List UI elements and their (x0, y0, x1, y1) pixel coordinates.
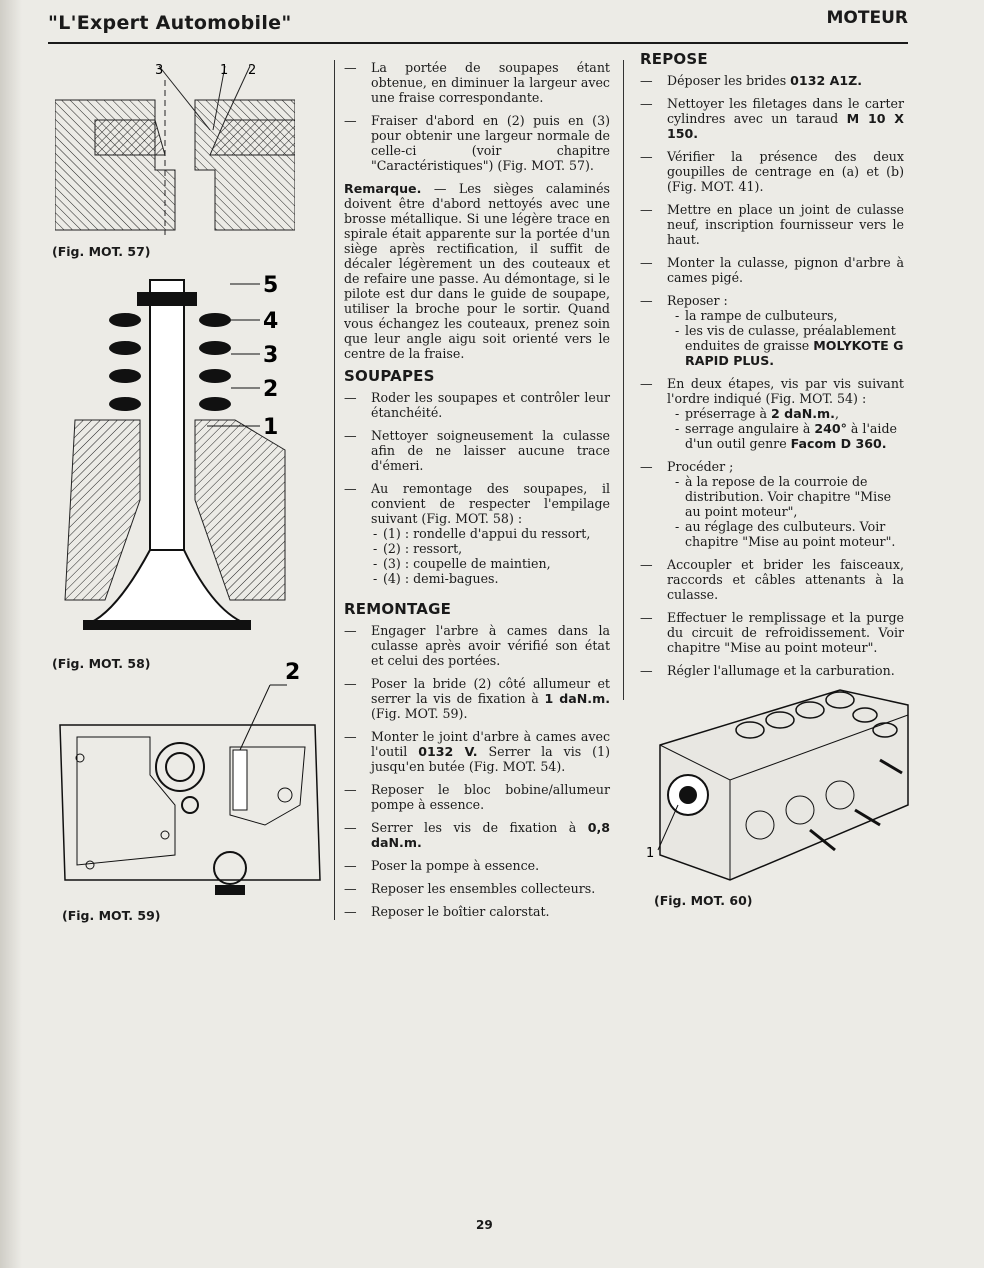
middle-column (344, 60, 610, 927)
fig-mot-60-diagram (640, 685, 912, 885)
fig59-callout-2: 2 (285, 660, 301, 685)
page-binding-shadow (0, 0, 22, 1268)
list-item: - les vis de culasse, préalablement enduites de graisse MOLYKOTE G RAPID PLUS. (673, 323, 904, 368)
fig58-callout-4: 4 (263, 309, 279, 334)
fig60-callout-1: 1 (646, 846, 655, 861)
fig-mot-60-caption: (Fig. MOT. 60) (654, 893, 753, 908)
fig57-callout-2: 2 (248, 63, 257, 78)
fig58-callout-3: 3 (263, 343, 279, 368)
text-item: — Engager l'arbre à cames dans la culasse après avoir vérifié son état et celui des portées. (344, 623, 610, 668)
text-item: — Fraiser d'abord en (2) puis en (3) pour obtenir une largeur normale de celle-ci (voir chapitre "Caractéristiques") (Fig. MOT. 57). (344, 113, 610, 173)
text-item: — Nettoyer soigneusement la culasse afin de ne laisser aucune trace d'émeri. (344, 428, 610, 473)
fig58-callout-1: 1 (263, 415, 279, 440)
list-item: - serrage angulaire à 240° à l'aide d'un outil genre Facom D 360. (673, 421, 904, 451)
text-item: — Reposer le boîtier calorstat. (344, 904, 610, 919)
section-title: MOTEUR (826, 8, 908, 28)
remarque-label: Remarque. (344, 181, 422, 196)
page-number: 29 (476, 1218, 493, 1232)
text-item: — Reposer le bloc bobine/allumeur pompe à essence. (344, 782, 610, 812)
list-item: - à la repose de la courroie de distribution. Voir chapitre "Mise au point moteur", (673, 474, 904, 519)
text-item: — Serrer les vis de fixation à 0,8 daN.m. (344, 820, 610, 850)
fig57-callout-3: 3 (155, 63, 164, 78)
text-item: — Nettoyer les filetages dans le carter cylindres avec un taraud M 10 X 150. (640, 96, 904, 141)
remarque-text: — Les sièges calaminés doivent être d'abord nettoyés avec une brosse métallique. Si une légère trace en spirale était apparente sur la portée d'un siège après rectification, il suffit de décaler légèrement un des couteaux et de refaire une passe. Au démontage, si le pilote est dur dans le guide de soupape, utiliser la broche pour le sortir. Quand vous échangez les couteaux, prenez soin que leur angle aigu soit orienté vers le centre de la fraise. (344, 181, 610, 361)
reposer-list (673, 308, 904, 368)
serrage-list (673, 406, 904, 451)
list-item: - la rampe de culbuteurs, (673, 308, 904, 323)
list-item: - préserrage à 2 daN.m., (673, 406, 904, 421)
list-item: - (4) : demi-bagues. (371, 571, 610, 586)
text-item: — Poser la pompe à essence. (344, 858, 610, 873)
list-item: - (3) : coupelle de maintien, (371, 556, 610, 571)
list-item: - (2) : ressort, (371, 541, 610, 556)
text-item: — Procéder ; (640, 459, 904, 474)
text-item: — Monter le joint d'arbre à cames avec l'outil 0132 V. Serrer la vis (1) jusqu'en butée (Fig. MOT. 54). (344, 729, 610, 774)
column-divider-right (623, 60, 624, 700)
fig-mot-57-diagram (55, 60, 295, 240)
fig-mot-59-caption: (Fig. MOT. 59) (62, 908, 161, 923)
text-item: — Mettre en place un joint de culasse neuf, inscription fournisseur vers le haut. (640, 202, 904, 247)
list-item: - au réglage des culbuteurs. Voir chapitre "Mise au point moteur". (673, 519, 904, 549)
text-item: — Reposer les ensembles collecteurs. (344, 881, 610, 896)
fig58-callout-2: 2 (263, 377, 279, 402)
column-divider-left (334, 60, 335, 920)
proceder-list (673, 474, 904, 549)
text-item: — Roder les soupapes et contrôler leur étanchéité. (344, 390, 610, 420)
empilage-list (371, 526, 610, 586)
text-item: — Accoupler et brider les faisceaux, raccords et câbles attenants à la culasse. (640, 557, 904, 602)
page-header (48, 8, 908, 44)
fig58-callout-5: 5 (263, 273, 279, 298)
fig-mot-58-caption: (Fig. MOT. 58) (52, 656, 151, 671)
repose-heading: REPOSE (640, 50, 708, 68)
text-item: — Monter la culasse, pignon d'arbre à cames pigé. (640, 255, 904, 285)
text-item: — Déposer les brides 0132 A1Z. (640, 73, 904, 88)
remarque-paragraph (344, 181, 610, 361)
fig57-callout-1: 1 (220, 63, 229, 78)
fig-mot-59-diagram (55, 655, 330, 905)
text-item: — Au remontage des soupapes, il convient de respecter l'empilage suivant (Fig. MOT. 58) : (344, 481, 610, 526)
publication-title: "L'Expert Automobile" (48, 12, 292, 34)
fig-mot-57-caption: (Fig. MOT. 57) (52, 244, 151, 259)
text-item: — Régler l'allumage et la carburation. (640, 663, 904, 678)
text-item: — Reposer : (640, 293, 904, 308)
text-item: — Effectuer le remplissage et la purge du circuit de refroidissement. Voir chapitre "Mise au point moteur". (640, 610, 904, 655)
list-item: - (1) : rondelle d'appui du ressort, (371, 526, 610, 541)
soupapes-heading: SOUPAPES (344, 367, 435, 385)
text-item: — Vérifier la présence des deux goupilles de centrage en (a) et (b) (Fig. MOT. 41). (640, 149, 904, 194)
text-item: — En deux étapes, vis par vis suivant l'ordre indiqué (Fig. MOT. 54) : (640, 376, 904, 406)
text-item: — La portée de soupapes étant obtenue, en diminuer la largeur avec une fraise correspondante. (344, 60, 610, 105)
fig-mot-58-diagram (55, 270, 305, 650)
text-item: — Poser la bride (2) côté allumeur et serrer la vis de fixation à 1 daN.m. (Fig. MOT. 59). (344, 676, 610, 721)
remontage-heading: REMONTAGE (344, 600, 452, 618)
right-column (640, 52, 904, 686)
